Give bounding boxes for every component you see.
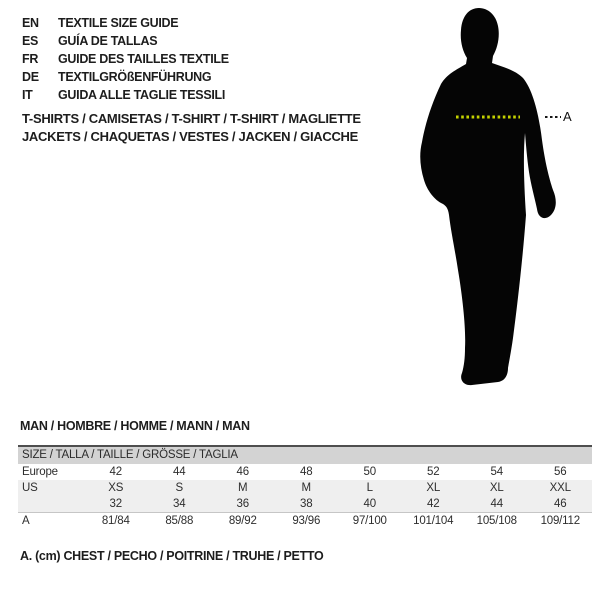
language-list xyxy=(22,14,229,104)
size-table-header: SIZE / TALLA / TAILLE / GRÖSSE / TAGLIA xyxy=(18,447,592,464)
language-code: ES xyxy=(22,34,39,48)
cell: 34 xyxy=(173,497,186,510)
row-label: US xyxy=(22,482,38,494)
cell: 46 xyxy=(236,466,249,478)
man-silhouette-icon xyxy=(405,0,600,400)
cell: 85/88 xyxy=(148,512,212,530)
cell: 46 xyxy=(554,497,567,510)
cell: 52 xyxy=(427,466,440,478)
language-code: FR xyxy=(22,52,39,66)
cell: L xyxy=(366,482,373,494)
section-title-man: MAN / HOMBRE / HOMME / MANN / MAN xyxy=(20,419,250,433)
cell: S xyxy=(175,482,183,494)
measurement-footnote: A. (cm) CHEST / PECHO / POITRINE / TRUHE / PETTO xyxy=(20,549,324,563)
row-label: A xyxy=(18,512,84,530)
cell: 36 xyxy=(236,497,249,510)
garment-categories xyxy=(22,110,361,145)
cell: 50 xyxy=(363,466,376,478)
cell: 32 xyxy=(109,497,122,510)
measure-label-a: A xyxy=(563,109,572,124)
language-row xyxy=(22,14,229,32)
cell: 44 xyxy=(490,497,503,510)
size-table xyxy=(18,445,592,530)
man-body-shape xyxy=(420,8,556,385)
language-code: IT xyxy=(22,88,33,102)
cell: 38 xyxy=(300,497,313,510)
language-row xyxy=(22,86,229,104)
language-code: EN xyxy=(22,16,39,30)
language-title: TEXTILGRÖßENFÜHRUNG xyxy=(58,70,212,84)
cell: 44 xyxy=(173,466,186,478)
cell: 101/104 xyxy=(402,512,466,530)
category-tshirts: T-SHIRTS / CAMISETAS / T-SHIRT / T-SHIRT / MAGLIETTE xyxy=(22,111,361,126)
language-code: DE xyxy=(22,70,39,84)
cell: 54 xyxy=(490,466,503,478)
language-title: GUIDE DES TAILLES TEXTILE xyxy=(58,52,229,66)
cell: 56 xyxy=(554,466,567,478)
cell: XS xyxy=(108,482,124,494)
row-label xyxy=(18,496,84,512)
cell: 42 xyxy=(427,497,440,510)
cell: 97/100 xyxy=(338,512,402,530)
size-table-grid xyxy=(18,464,592,530)
cell: XXL xyxy=(549,482,571,494)
cell: XL xyxy=(489,482,504,494)
table-row-chest-cm xyxy=(18,512,592,530)
language-title: GUIDA ALLE TAGLIE TESSILI xyxy=(58,88,226,102)
row-label: Europe xyxy=(22,466,58,478)
cell: M xyxy=(238,482,248,494)
cell: 40 xyxy=(363,497,376,510)
cell: 42 xyxy=(109,466,122,478)
cell: XL xyxy=(426,482,441,494)
table-row-us-numeric xyxy=(18,496,592,512)
cell: 105/108 xyxy=(465,512,529,530)
language-row xyxy=(22,32,229,50)
cell: M xyxy=(301,482,311,494)
man-silhouette-figure xyxy=(405,0,600,400)
language-title: TEXTILE SIZE GUIDE xyxy=(58,16,179,30)
language-row xyxy=(22,50,229,68)
cell: 93/96 xyxy=(275,512,339,530)
category-jackets: JACKETS / CHAQUETAS / VESTES / JACKEN / GIACCHE xyxy=(22,128,358,144)
table-row-us xyxy=(18,480,592,496)
cell: 109/112 xyxy=(529,512,593,530)
cell: 89/92 xyxy=(211,512,275,530)
language-title: GUÍA DE TALLAS xyxy=(58,34,158,48)
table-row-europe xyxy=(18,464,592,480)
language-row xyxy=(22,68,229,86)
cell: 48 xyxy=(300,466,313,478)
cell: 81/84 xyxy=(84,512,148,530)
